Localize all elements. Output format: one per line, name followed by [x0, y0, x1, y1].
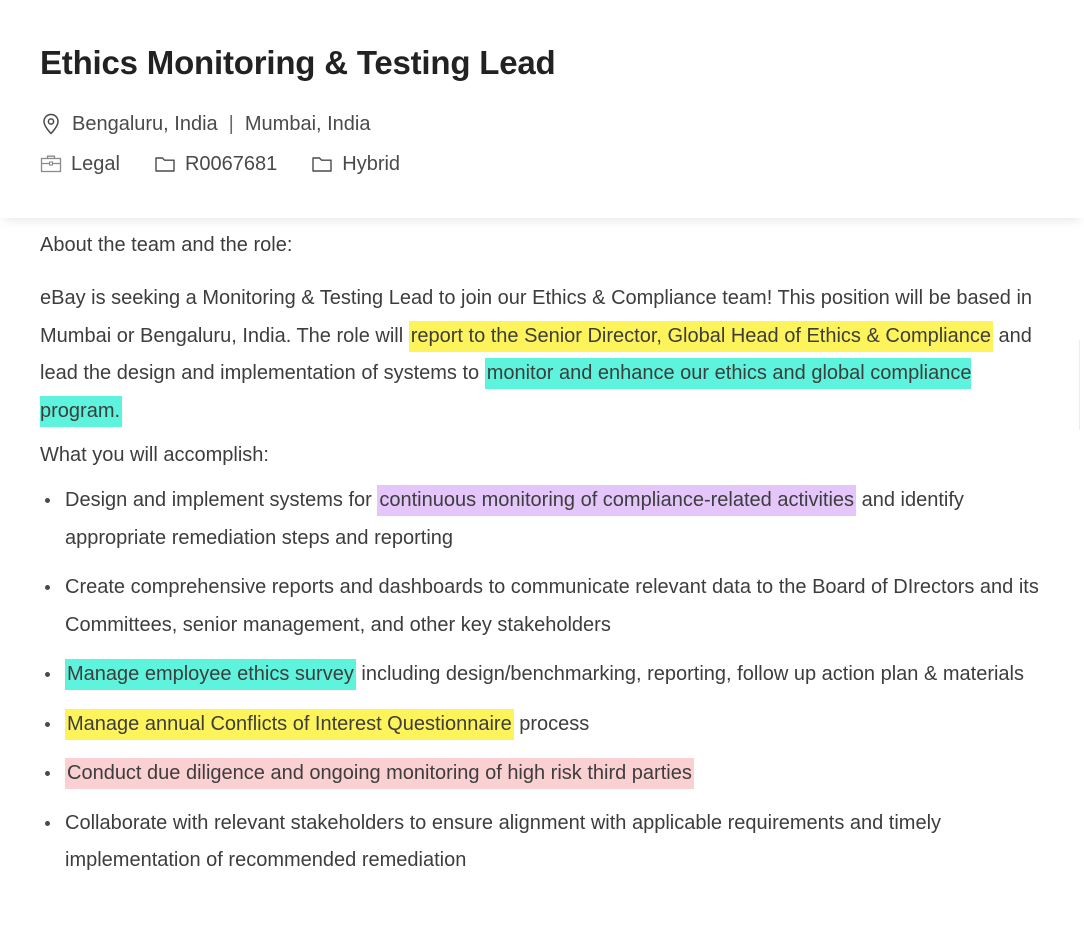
- job-requisition-id: R0067681: [184, 152, 278, 175]
- highlight-program-goal: monitor and enhance our ethics and global compliance program.: [40, 358, 971, 427]
- map-pin-icon: [40, 112, 62, 136]
- bullet-text: and identify appropriate remediation steps and reporting: [65, 489, 964, 549]
- list-item: [40, 569, 1050, 644]
- bullet-text: Collaborate with relevant stakeholders to ensure alignment with applicable requirements and timely implementation of recommended remediation: [65, 811, 942, 871]
- job-tags: [40, 152, 434, 176]
- list-item: [40, 656, 1050, 694]
- job-title: Ethics Monitoring & Testing Lead: [40, 44, 556, 81]
- bullet-text: Design and implement systems for: [65, 489, 378, 511]
- highlight-reporting-line: report to the Senior Director, Global Head of Ethics & Compliance: [409, 321, 993, 352]
- list-item: [40, 482, 1050, 557]
- location-separator: |: [228, 112, 234, 135]
- job-header: [0, 0, 1084, 218]
- highlight-due-diligence: Conduct due diligence and ongoing monitoring of high risk third parties: [65, 758, 694, 789]
- job-work-mode-label: Hybrid: [342, 152, 401, 175]
- job-location-secondary: Mumbai, India: [244, 112, 371, 135]
- folder-icon: [154, 152, 176, 176]
- highlight-survey: Manage employee ethics survey: [65, 659, 356, 690]
- job-location-primary: Bengaluru, India: [72, 112, 218, 135]
- job-work-mode: [311, 152, 400, 176]
- job-category-label: Legal: [71, 152, 120, 175]
- scrollbar-edge[interactable]: [1079, 340, 1084, 430]
- intro-text: and lead the design and implementation of systems to: [40, 324, 1032, 384]
- responsibilities-list: [40, 482, 1050, 880]
- bullet-text: including design/benchmarking, reporting, follow up action plan & materials: [355, 663, 1024, 685]
- job-requisition: [154, 152, 277, 176]
- list-item: [40, 805, 1050, 880]
- bullet-text: process: [513, 712, 590, 735]
- intro-paragraph: [40, 280, 1050, 430]
- accomplish-heading: What you will accomplish:: [40, 444, 269, 466]
- folder-icon: [311, 152, 333, 176]
- job-description: [40, 230, 1050, 892]
- list-item: [40, 755, 1050, 793]
- job-locations: [40, 112, 371, 136]
- bullet-text: Create comprehensive reports and dashboards to communicate relevant data to the Board of DIrectors and its Committees, senior management, and other key stakeholders: [65, 576, 1039, 636]
- highlight-monitoring: continuous monitoring of compliance-related activities: [377, 485, 856, 516]
- job-category: [40, 152, 120, 176]
- highlight-coi: Manage annual Conflicts of Interest Questionnaire: [65, 709, 514, 740]
- intro-text: eBay is seeking a Monitoring & Testing Lead to join our Ethics & Compliance team! This position will be based in Mumbai or Bengaluru, India. The role will: [40, 287, 1033, 347]
- about-heading: About the team and the role:: [40, 234, 293, 256]
- briefcase-icon: [40, 152, 62, 176]
- list-item: [40, 706, 1050, 744]
